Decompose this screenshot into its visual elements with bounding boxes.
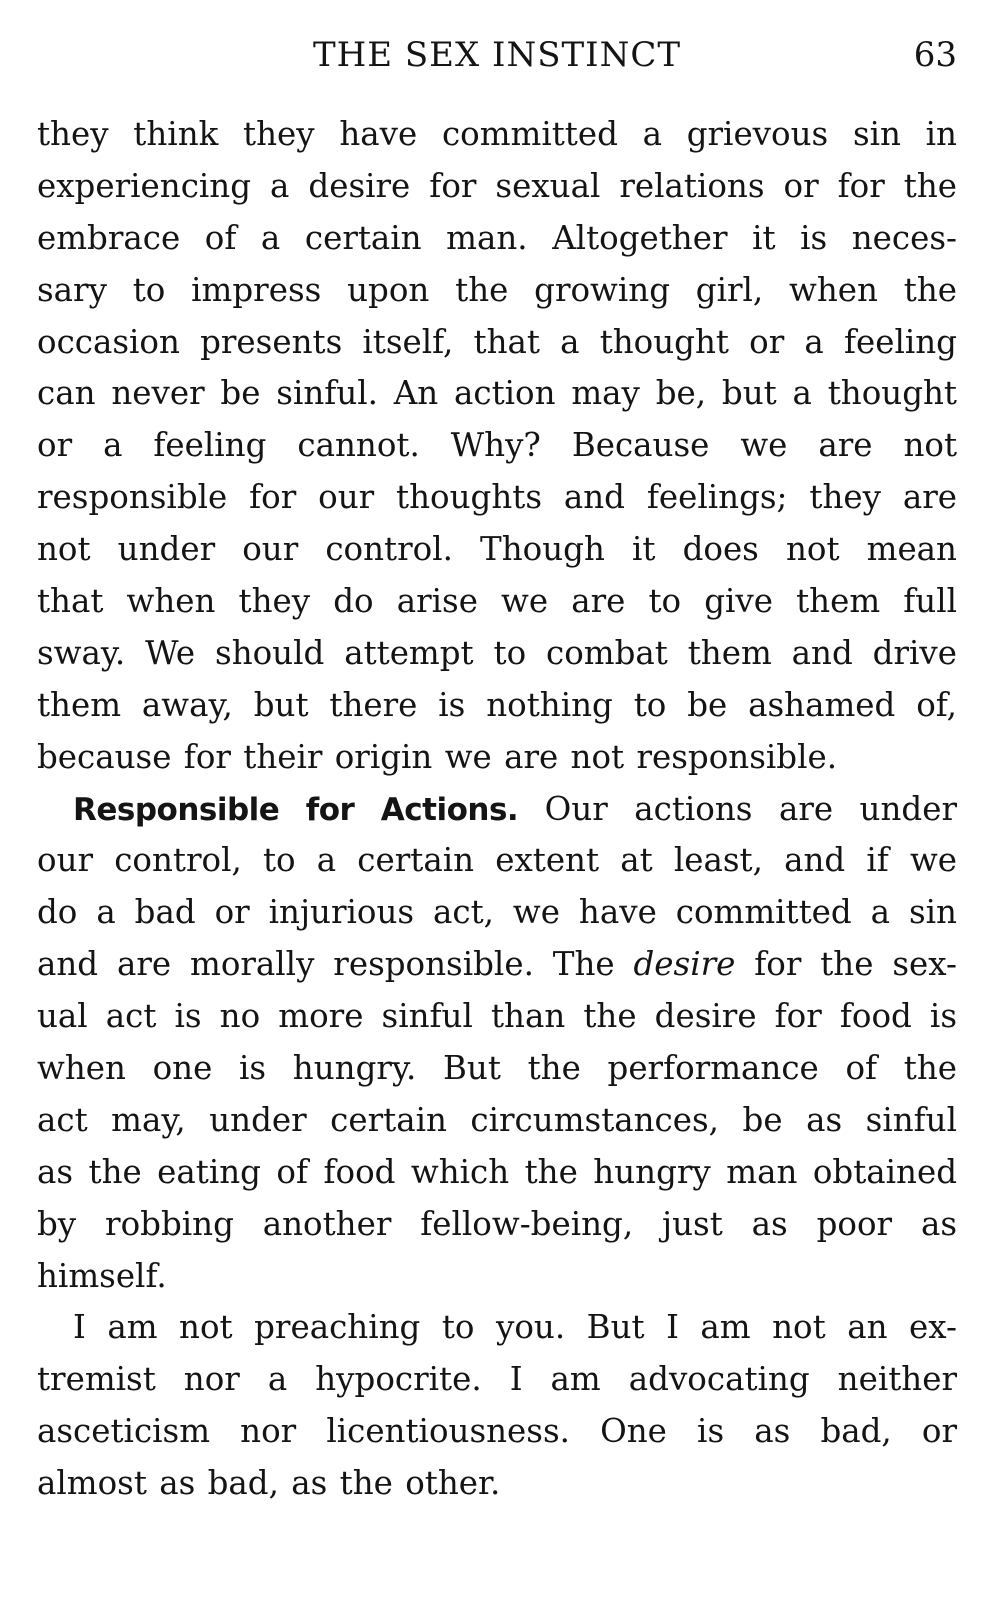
text-line: that when they do arise we are to give them full [37, 582, 957, 621]
text-line: by robbing another fellow-being, just as poor as [37, 1204, 957, 1243]
text-line [37, 784, 957, 836]
text-line: responsible for our thoughts and feelings; they are [37, 478, 957, 517]
body-text [37, 109, 957, 1510]
paragraph-responsible-for-actions [37, 784, 957, 1303]
text-line: them away, but there is nothing to be ashamed of, [37, 685, 957, 724]
text-line: sway. We should attempt to combat them and drive [37, 633, 957, 672]
line-text-after: for the sex- [754, 945, 957, 984]
text-line: do a bad or injurious act, we have committed a sin [37, 893, 957, 932]
text-line [37, 939, 957, 991]
text-line: can never be sinful. An action may be, but a thought [37, 374, 957, 413]
running-head [37, 30, 957, 80]
text-line: experiencing a desire for sexual relations or for the [37, 166, 957, 205]
text-line: sary to impress upon the growing girl, when the [37, 270, 957, 309]
paragraph-not-preaching [37, 1302, 957, 1510]
text-line: tremist nor a hypocrite. I am advocating neither [37, 1360, 957, 1399]
text-line: ual act is no more sinful than the desire for food is [37, 997, 957, 1036]
line-text-before: and are morally responsible. The [37, 945, 615, 984]
paragraph-continued [37, 109, 957, 784]
text-line: as the eating of food which the hungry man obtained [37, 1152, 957, 1191]
text-line: or a feeling cannot. Why? Because we are not [37, 426, 957, 465]
heading-line-text: Our actions are under [544, 789, 957, 828]
text-line: embrace of a certain man. Altogether it is neces- [37, 218, 957, 257]
page-number: 63 [913, 35, 957, 75]
text-line: occasion presents itself, that a thought or a feeling [37, 322, 957, 361]
text-line: not under our control. Though it does not mean [37, 530, 957, 569]
running-title: THE SEX INSTINCT [312, 35, 682, 75]
text-line: act may, under certain circumstances, be as sinful [37, 1100, 957, 1139]
text-line: our control, to a certain extent at least, and if we [37, 841, 957, 880]
text-line: they think they have committed a grievous sin in [37, 115, 957, 153]
text-line: I am not preaching to you. But I am not an ex- [73, 1308, 957, 1347]
run-in-heading: Responsible for Actions. [73, 791, 519, 828]
text-line: because for their origin we are not responsible. [37, 737, 838, 776]
text-line: asceticism nor licentiousness. One is as bad, or [37, 1412, 957, 1451]
text-line: when one is hungry. But the performance of the [37, 1049, 957, 1088]
text-line: himself. [37, 1256, 167, 1295]
emphasized-word: desire [633, 945, 736, 984]
text-line: almost as bad, as the other. [37, 1464, 501, 1503]
